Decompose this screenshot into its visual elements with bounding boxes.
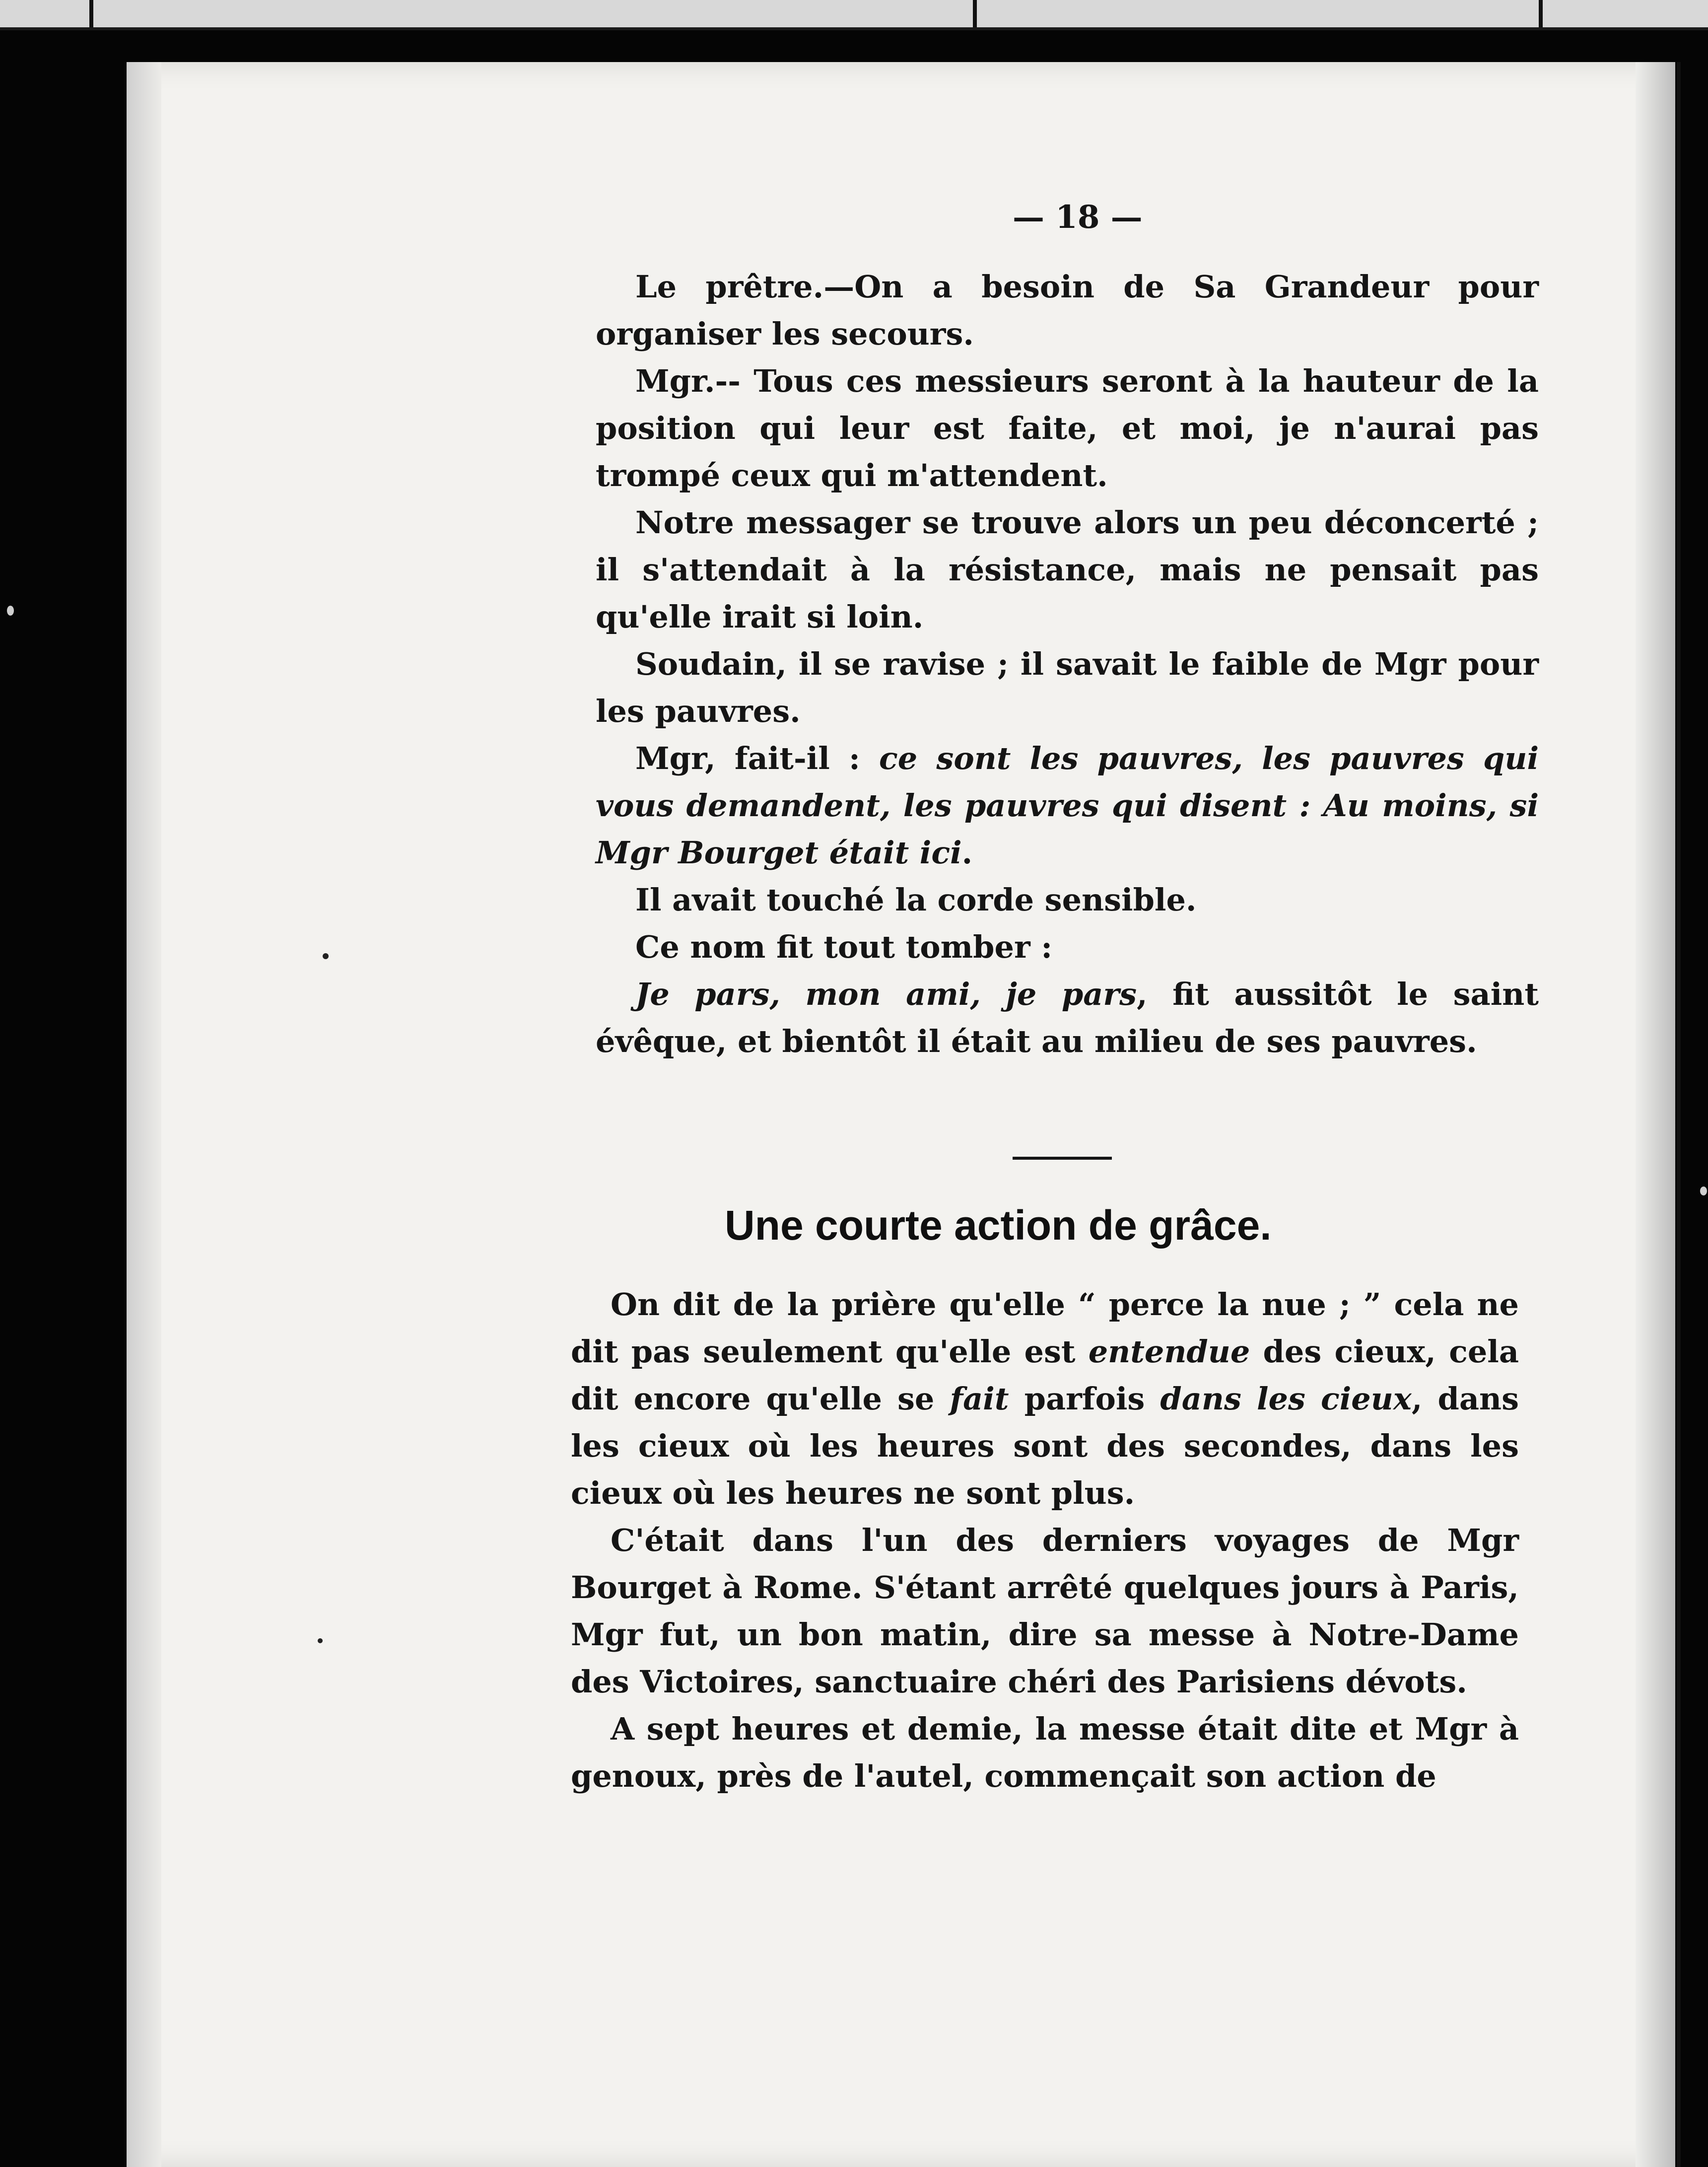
- text-run: Soudain, il se ravise ; il savait le faible de Mgr pour les pauvres.: [596, 646, 1539, 729]
- text-run: .: [961, 835, 973, 871]
- body-text-bottom: [571, 1281, 1519, 1800]
- text-run: parfois: [1009, 1381, 1161, 1417]
- text-run: A sept heures et demie, la messe était dite et Mgr à genoux, près de l'autel, commençait son action de: [571, 1711, 1519, 1794]
- page-edge-left: [127, 62, 161, 2167]
- paragraph: [596, 876, 1539, 923]
- body-text-top: [596, 263, 1539, 1065]
- paragraph: [596, 735, 1539, 876]
- paragraph: [596, 971, 1539, 1065]
- text-run: Le prêtre.—On a besoin de Sa Grandeur pour organiser les secours.: [596, 269, 1539, 352]
- page-number: — 18 —: [1013, 199, 1143, 236]
- scan-speck: [1700, 1187, 1707, 1195]
- text-run: Mgr, fait-il :: [635, 740, 880, 776]
- text-run: Mgr.-- Tous ces messieurs seront à la hauteur de la position qui leur est faite, et moi, je n'aurai pas trompé ceux qui m'attendent.: [596, 363, 1539, 493]
- text-run: des cieux, cela dit encore qu'elle se: [571, 1333, 1519, 1417]
- text-run: , fit aussitôt le saint évêque, et bientôt il était au milieu de ses pauvres.: [596, 976, 1539, 1059]
- italic-text: fait: [950, 1381, 1009, 1417]
- paragraph: [571, 1705, 1519, 1800]
- paragraph: [596, 923, 1539, 971]
- text-run: C'était dans l'un des derniers voyages de Mgr Bourget à Rome. S'étant arrêté quelques jours à Paris, Mgr fut, un bon matin, dire sa messe à Notre-Dame des Victoires, sanctuaire chéri des Parisiens dévots.: [571, 1522, 1519, 1700]
- strip-tick: [973, 0, 977, 27]
- text-run: Il avait touché la corde sensible.: [635, 882, 1197, 918]
- paragraph: [596, 640, 1539, 735]
- paragraph: [571, 1517, 1519, 1705]
- scan-speck: [318, 1638, 323, 1643]
- strip-tick: [89, 0, 93, 27]
- scan-speck: [323, 953, 329, 959]
- italic-text: entendue: [1088, 1333, 1250, 1370]
- top-film-strip: [0, 0, 1708, 30]
- italic-text: ce sont les pauvres, les pauvres qui vous demandent, les pauvres qui disent : Au moins, si Mgr Bourget était ici: [596, 740, 1539, 871]
- italic-text: Je pars, mon ami, je pars: [635, 976, 1137, 1012]
- strip-tick: [1539, 0, 1543, 27]
- paragraph: [571, 1281, 1519, 1517]
- text-run: On dit de la prière qu'elle “ perce la nue ; ” cela ne dit pas seulement qu'elle est: [571, 1286, 1519, 1370]
- paragraph: [596, 357, 1539, 499]
- text-run: , dans les cieux où les heures sont des secondes, dans les cieux où les heures ne sont plus.: [571, 1381, 1519, 1511]
- right-border-rule: [1677, 62, 1681, 2167]
- text-run: Ce nom fit tout tomber :: [635, 929, 1053, 965]
- text-run: Notre messager se trouve alors un peu déconcerté ; il s'attendait à la résistance, mais ne pensait pas qu'elle irait si loin.: [596, 504, 1539, 635]
- italic-text: dans les cieux: [1160, 1381, 1412, 1417]
- scan-speck: [7, 606, 14, 616]
- paragraph: [596, 499, 1539, 640]
- section-divider: [1013, 1157, 1112, 1160]
- page-edge-right: [1636, 62, 1675, 2167]
- section-heading: Une courte action de grâce.: [725, 1202, 1272, 1249]
- paragraph: [596, 263, 1539, 357]
